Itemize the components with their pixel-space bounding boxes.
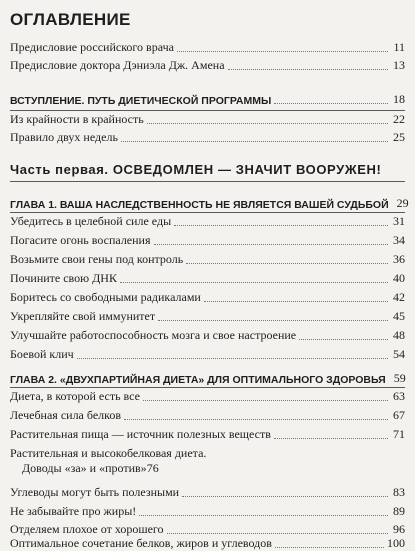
toc-entry[interactable] [10, 309, 405, 324]
section-heading-page: 18 [393, 92, 405, 106]
toc-entry[interactable] [10, 271, 405, 286]
toc-entry[interactable] [10, 130, 405, 145]
toc-entry-title: Из крайности в крайность [10, 112, 144, 126]
toc-entry-title-cont: Доводы «за» и «против» [22, 461, 147, 475]
toc-entry[interactable] [10, 58, 405, 73]
toc-entry[interactable] [10, 536, 405, 551]
toc-entry[interactable] [10, 408, 405, 423]
chapter-1-heading[interactable] [10, 196, 409, 211]
toc-entry-title: Не забывайте про жиры! [10, 504, 137, 518]
toc-entry-title: Почините свою ДНК [10, 271, 117, 285]
toc-entry-multiline[interactable] [10, 446, 405, 476]
toc-entry-title: Погасите огонь воспаления [10, 233, 151, 247]
toc-entry-title: Растительная и высокобелковая диета. [10, 446, 207, 460]
toc-entry-page: 34 [393, 233, 405, 247]
toc-entry[interactable] [10, 389, 405, 404]
toc-entry-title: Предисловие доктора Дэниэла Дж. Амена [10, 58, 225, 72]
toc-entry-page: 67 [393, 408, 405, 422]
toc-entry-title: Улучшайте работоспособность мозга и свое настроение [10, 328, 297, 342]
toc-entry-page: 76 [146, 461, 159, 475]
toc-entry-page: 45 [393, 309, 405, 323]
toc-entry-title: Углеводы могут быть полезными [10, 485, 180, 499]
toc-entry[interactable] [10, 485, 405, 500]
toc-entry-page: 63 [393, 389, 405, 403]
toc-entry-page: 89 [393, 504, 405, 518]
toc-entry-title: Боевой клич [10, 347, 74, 361]
toc-entry-page: 11 [393, 40, 405, 54]
toc-entry[interactable] [10, 252, 405, 267]
chapter-2-heading[interactable] [10, 371, 405, 386]
toc-entry-title: Предисловие российского врача [10, 40, 174, 54]
toc-entry-title: Оптимальное сочетание белков, жиров и углеводов [10, 536, 272, 550]
chapter-heading-page: 59 [393, 371, 406, 385]
toc-entry[interactable] [10, 504, 405, 519]
toc-entry-page: 71 [393, 427, 405, 441]
divider [10, 212, 405, 213]
toc-entry[interactable] [10, 347, 405, 362]
toc-entry-page: 48 [393, 328, 405, 342]
intro-heading[interactable] [10, 92, 405, 107]
toc-entry[interactable] [10, 328, 405, 343]
toc-entry[interactable] [10, 112, 405, 127]
toc-entry[interactable] [10, 427, 405, 442]
toc-entry-title: Укрепляйте свой иммунитет [10, 309, 156, 323]
toc-entry-page: 25 [393, 130, 405, 144]
toc-entry[interactable] [10, 522, 405, 537]
toc-entry[interactable] [10, 214, 405, 229]
chapter-heading-title: ГЛАВА 1. ВАША НАСЛЕДСТВЕННОСТЬ НЕ ЯВЛЯЕТСЯ ВАШЕЙ СУДЬБОЙ [10, 199, 389, 211]
divider [10, 181, 405, 182]
toc-entry-title: Возьмите свои гены под контроль [10, 252, 184, 266]
toc-entry-page: 36 [393, 252, 405, 266]
toc-entry-page: 83 [393, 485, 405, 499]
toc-entry-page: 40 [393, 271, 405, 285]
toc-entry-page: 13 [393, 58, 405, 72]
toc-entry-title: Убедитесь в целебной силе еды [10, 214, 172, 228]
toc-entry[interactable] [10, 290, 405, 305]
toc-entry-page: 54 [393, 347, 405, 361]
toc-entry-page: 22 [393, 112, 405, 126]
part-title: Часть первая. ОСВЕДОМЛЕН — ЗНАЧИТ ВООРУЖЕН! [10, 162, 382, 177]
toc-entry-title: Диета, в которой есть все [10, 389, 140, 403]
divider [10, 110, 405, 111]
toc-entry-page: 100 [387, 536, 405, 550]
toc-entry-title: Боритесь со свободными радикалами [10, 290, 201, 304]
chapter-heading-title: ГЛАВА 2. «ДВУХПАРТИЙНАЯ ДИЕТА» ДЛЯ ОПТИМАЛЬНОГО ЗДОРОВЬЯ [10, 374, 386, 386]
toc-entry-title: Лечебная сила белков [10, 408, 122, 422]
toc-title: ОГЛАВЛЕНИЕ [10, 10, 131, 29]
chapter-heading-page: 29 [396, 196, 409, 210]
toc-entry-page: 96 [393, 522, 405, 536]
toc-entry-title: Растительная пища — источник полезных веществ [10, 427, 271, 441]
toc-entry-page: 42 [393, 290, 405, 304]
toc-entry-title: Отделяем плохое от хорошего [10, 522, 164, 536]
toc-entry[interactable] [10, 40, 405, 55]
toc-entry-page: 31 [393, 214, 405, 228]
divider [10, 387, 405, 388]
toc-entry[interactable] [10, 233, 405, 248]
toc-entry-title: Правило двух недель [10, 130, 118, 144]
section-heading-title: ВСТУПЛЕНИЕ. ПУТЬ ДИЕТИЧЕСКОЙ ПРОГРАММЫ [10, 95, 272, 107]
